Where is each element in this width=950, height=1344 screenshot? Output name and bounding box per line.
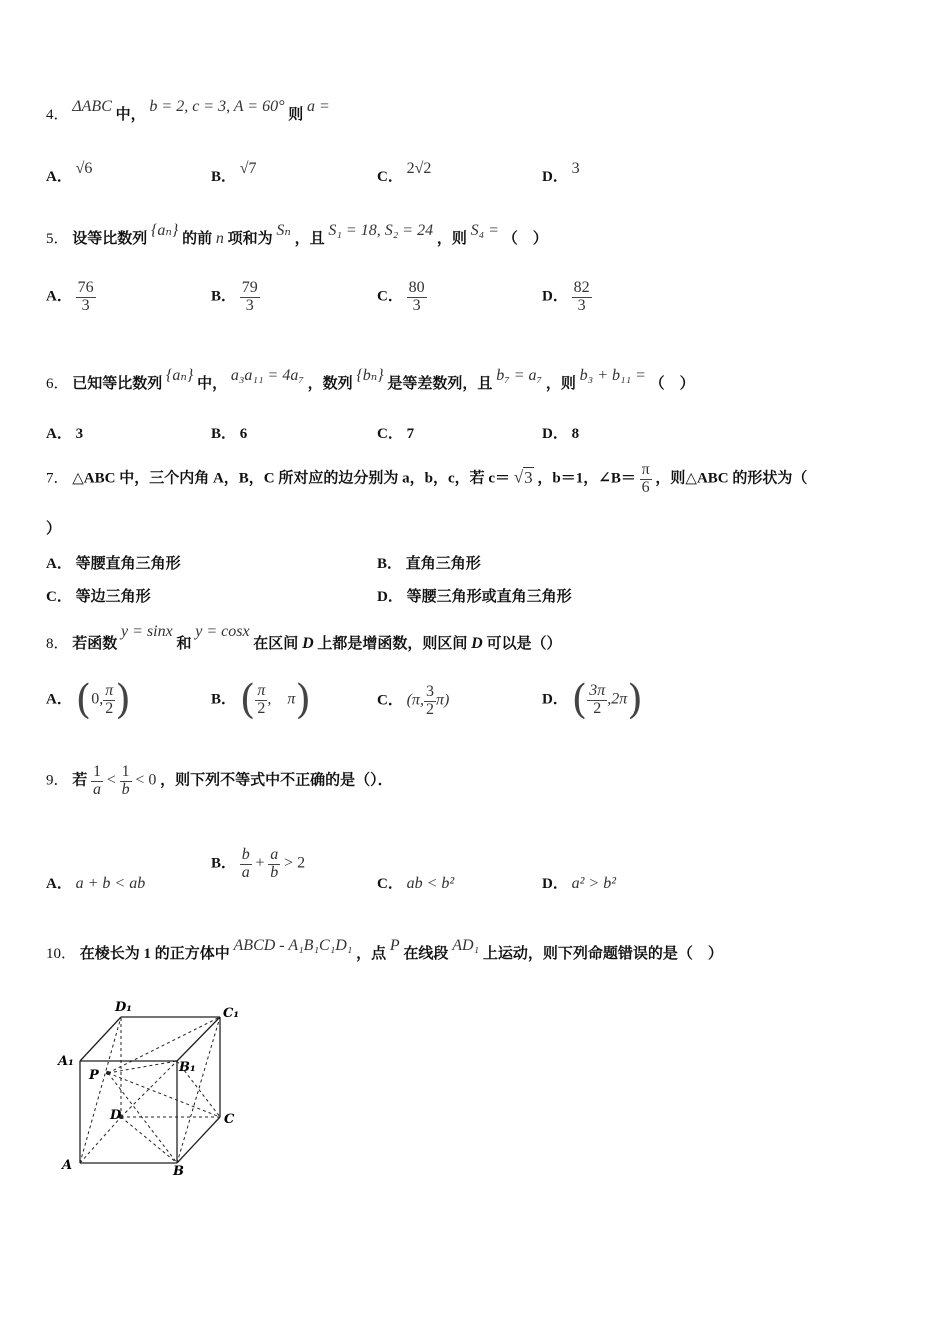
- math-condition-1: a₃a₁₁ = 4a₇: [230, 367, 304, 384]
- math-sequence-b: {bₙ}: [356, 367, 384, 384]
- greater-than-two: > 2: [284, 854, 306, 872]
- denominator: 6: [641, 478, 650, 496]
- option-text: 等腰直角三角形: [75, 556, 181, 572]
- denominator: 3: [412, 296, 421, 314]
- math-sqrt: √3: [513, 467, 533, 487]
- math-sequence: {aₙ}: [151, 222, 179, 239]
- label-p: P: [89, 1068, 99, 1083]
- text: 设等比数列: [72, 231, 148, 247]
- text: 已知等比数列: [72, 376, 163, 392]
- fraction: [587, 683, 607, 718]
- option-label: B．: [211, 426, 237, 442]
- denominator: b: [270, 863, 279, 881]
- q8-option-c: [377, 684, 449, 719]
- q5-option-b: [211, 280, 260, 315]
- option-label: D．: [542, 691, 568, 708]
- math-function-2: y = cosx: [195, 623, 250, 640]
- denominator: 3: [81, 296, 90, 314]
- denominator: 2: [425, 700, 434, 718]
- denominator: 3: [577, 296, 586, 314]
- right-paren: ): [295, 677, 312, 723]
- math-n: n: [215, 230, 224, 247]
- option-label: D．: [542, 876, 568, 892]
- plus: +: [255, 854, 265, 872]
- math-d: D: [471, 635, 483, 652]
- math-condition: b = 2, c = 3, A = 60°: [149, 98, 285, 115]
- label-b: B: [173, 1164, 184, 1179]
- interval-left: (π,: [406, 691, 424, 709]
- denominator: 2: [257, 699, 266, 717]
- question-number: 7．: [46, 470, 69, 487]
- math-ask: S₄ =: [470, 222, 499, 239]
- option-label: A．: [46, 691, 72, 708]
- option-value: 6: [239, 426, 248, 442]
- question-number: 6．: [46, 376, 69, 392]
- q6-option-c: [377, 422, 414, 443]
- option-label: B．: [211, 288, 237, 305]
- text: ，则△ABC 的形状为（: [655, 470, 808, 487]
- option-label: A．: [46, 426, 72, 442]
- q4-option-c: [377, 160, 432, 186]
- math-segment: AD₁: [452, 937, 480, 954]
- numerator: 1: [121, 763, 130, 780]
- question-7: [46, 462, 807, 497]
- numerator: a: [270, 846, 279, 863]
- text: △ABC 中，三个内角 A，B，C 所对应的边分别为 a，b，c，若 c＝: [72, 470, 511, 487]
- interval-right: ,2π: [607, 690, 628, 708]
- q7-option-b: [377, 552, 481, 573]
- text: ，则: [545, 376, 576, 392]
- text: 可以是（）: [486, 636, 562, 652]
- denominator: 3: [245, 296, 254, 314]
- question-number: 5．: [46, 231, 69, 247]
- option-value: √6: [75, 160, 93, 177]
- label-c: C: [224, 1112, 235, 1127]
- option-value: 2√2: [406, 160, 432, 177]
- denominator: 2: [593, 699, 602, 717]
- q7-option-d: [377, 585, 572, 606]
- q5-option-a: [46, 280, 96, 315]
- q6-option-d: [542, 422, 579, 443]
- option-label: A．: [46, 556, 72, 572]
- math-ask: a =: [307, 98, 330, 115]
- q7-option-c: [46, 585, 151, 606]
- text: 是等差数列，且: [387, 376, 493, 392]
- q4-option-b: [211, 160, 257, 186]
- option-value: 3: [571, 160, 580, 177]
- denominator: b: [121, 780, 130, 798]
- question-7-close: [46, 517, 61, 538]
- answer-paren: （ ）: [502, 231, 548, 247]
- option-label: C．: [46, 589, 72, 605]
- segment-d-b: [121, 1117, 177, 1163]
- denominator: a: [93, 780, 102, 798]
- label-d: D: [110, 1108, 122, 1123]
- label-b1: B₁: [179, 1060, 196, 1075]
- numerator: 1: [93, 763, 102, 780]
- text: ，b＝1，∠B＝: [537, 470, 636, 487]
- q9-option-c: [377, 872, 454, 893]
- option-label: B．: [211, 855, 237, 872]
- fraction: [240, 280, 260, 315]
- text: 的前: [182, 231, 213, 247]
- option-text: 等腰三角形或直角三角形: [406, 589, 572, 605]
- interval-left: 0,: [91, 690, 104, 708]
- text: 项和为: [227, 231, 273, 247]
- text: 和: [176, 636, 192, 652]
- close-paren: ）: [46, 521, 62, 537]
- fraction: [91, 764, 103, 799]
- fraction: [268, 847, 280, 882]
- option-label: A．: [46, 288, 72, 305]
- q8-option-a: [46, 677, 131, 723]
- numerator: π: [641, 461, 650, 478]
- label-c1: C₁: [223, 1006, 240, 1021]
- option-text: 等边三角形: [75, 589, 151, 605]
- option-value: 7: [406, 426, 415, 442]
- option-label: C．: [377, 288, 403, 305]
- option-label: A．: [46, 169, 72, 185]
- label-a: A: [62, 1158, 73, 1173]
- cube-figure: [55, 995, 255, 1180]
- left-paren: (: [239, 677, 256, 723]
- option-label: D．: [542, 426, 568, 442]
- numerator: 76: [77, 279, 94, 296]
- math-function-1: y = sinx: [121, 623, 173, 640]
- fraction: [120, 764, 132, 799]
- math-cube: ABCD - A₁B₁C₁D₁: [233, 937, 353, 954]
- edge-b-c: [177, 1117, 220, 1163]
- text: 若: [72, 772, 88, 789]
- interval-right: , π: [267, 690, 296, 708]
- option-value: 3: [75, 426, 84, 442]
- option-value: a + b < ab: [75, 875, 146, 892]
- fraction: [255, 683, 267, 718]
- option-label: A．: [46, 876, 72, 892]
- question-number: 10．: [46, 946, 77, 962]
- numerator: 79: [241, 279, 258, 296]
- option-label: C．: [377, 426, 403, 442]
- math-d: D: [302, 635, 314, 652]
- text: 中，: [115, 107, 146, 123]
- numerator: b: [241, 846, 250, 863]
- option-label: D．: [542, 169, 568, 185]
- denominator: a: [241, 863, 250, 881]
- question-8: [46, 623, 562, 653]
- fraction: [407, 280, 427, 315]
- text: 上都是增函数，则区间: [317, 636, 468, 652]
- option-label: D．: [542, 288, 568, 305]
- text: 在棱长为 1 的正方体中: [79, 946, 230, 962]
- question-6: [46, 367, 695, 393]
- q6-option-a: [46, 422, 83, 443]
- q5-option-c: [377, 280, 427, 315]
- option-label: C．: [377, 169, 403, 185]
- numerator: 3: [425, 683, 434, 700]
- option-value: √7: [239, 160, 257, 177]
- q4-option-d: [542, 160, 580, 186]
- label-d1: D₁: [115, 1000, 132, 1015]
- q7-option-a: [46, 552, 181, 573]
- right-paren: ): [115, 677, 131, 723]
- edge-b1-c1: [177, 1017, 220, 1061]
- question-4: [46, 98, 330, 124]
- q9-option-b: [211, 847, 305, 882]
- point-p: [106, 1071, 110, 1075]
- text: 若函数: [72, 636, 118, 652]
- interval-right: π): [435, 691, 450, 709]
- q9-option-a: [46, 872, 145, 893]
- math-sequence-a: {aₙ}: [166, 367, 194, 384]
- question-number: 8．: [46, 636, 69, 652]
- question-number: 4．: [46, 107, 69, 123]
- question-5: [46, 222, 548, 248]
- q8-option-d: [542, 677, 643, 723]
- option-value: 8: [571, 426, 580, 442]
- q9-option-d: [542, 872, 616, 893]
- fraction: [572, 280, 592, 315]
- math-point-p: P: [389, 937, 400, 954]
- option-label: C．: [377, 876, 403, 892]
- left-paren: (: [571, 677, 588, 723]
- right-paren: ): [627, 677, 643, 723]
- q8-option-b: [211, 677, 312, 723]
- text: ，则下列不等式中不正确的是（）．: [160, 772, 393, 789]
- numerator: π: [105, 681, 114, 699]
- q6-option-b: [211, 422, 247, 443]
- text: 在区间: [253, 636, 299, 652]
- q4-option-a: [46, 160, 93, 186]
- fraction: [103, 683, 115, 718]
- numerator: 80: [408, 279, 425, 296]
- text: ，点: [356, 946, 387, 962]
- option-label: B．: [377, 556, 403, 572]
- math-sn: Sₙ: [276, 222, 291, 239]
- less-than: <: [106, 771, 116, 789]
- text: 上运动，则下列命题错误的是（ ）: [482, 946, 723, 962]
- option-value: a² > b²: [571, 875, 616, 892]
- answer-paren: （ ）: [649, 376, 695, 392]
- text: ，数列: [307, 376, 353, 392]
- q5-option-d: [542, 280, 592, 315]
- edge-a-d: [80, 1117, 121, 1163]
- fraction: [76, 280, 96, 315]
- option-value: ab < b²: [406, 875, 455, 892]
- text: 则: [288, 107, 304, 123]
- option-label: B．: [211, 691, 237, 708]
- option-text: 直角三角形: [405, 556, 481, 572]
- left-paren: (: [75, 677, 92, 723]
- segment-p-b1: [108, 1061, 177, 1073]
- less-than-zero: < 0: [135, 771, 157, 789]
- option-label: C．: [377, 692, 403, 709]
- radicand: 3: [524, 467, 533, 487]
- numerator: 82: [573, 279, 590, 296]
- fraction: [424, 684, 436, 719]
- question-number: 9．: [46, 772, 69, 789]
- denominator: 2: [105, 699, 114, 717]
- option-label: B．: [211, 169, 237, 185]
- numerator: 3π: [589, 681, 606, 699]
- numerator: π: [257, 681, 266, 699]
- text: 在线段: [403, 946, 449, 962]
- segment-p-c1: [108, 1017, 220, 1073]
- fraction: [640, 462, 652, 497]
- option-label: D．: [377, 589, 403, 605]
- label-a1: A₁: [58, 1054, 74, 1069]
- math-triangle: ΔABC: [72, 98, 112, 115]
- text: ，且: [294, 231, 325, 247]
- question-9: [46, 764, 393, 799]
- fraction: [240, 847, 252, 882]
- question-10: [46, 937, 723, 963]
- math-condition: S₁ = 18, S₂ = 24: [328, 222, 434, 239]
- math-condition-2: b₇ = a₇: [496, 367, 543, 384]
- math-ask: b₃ + b₁₁ =: [579, 367, 646, 384]
- text: 中，: [197, 376, 228, 392]
- text: ，则: [436, 231, 467, 247]
